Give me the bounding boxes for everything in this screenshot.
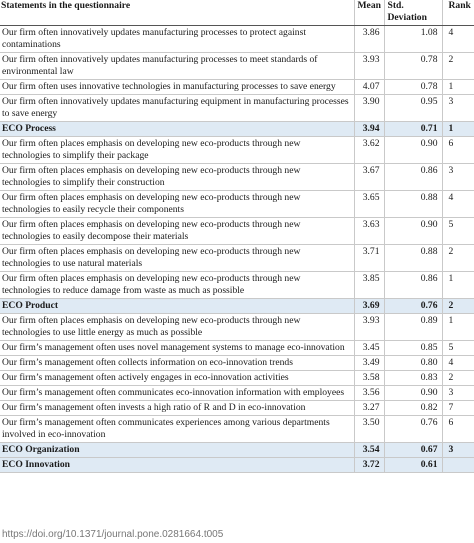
rank-cell: 6 [442, 137, 474, 164]
std-deviation-cell: 0.90 [384, 137, 442, 164]
rank-cell: 1 [442, 272, 474, 299]
mean-cell: 3.65 [354, 191, 384, 218]
mean-cell: 3.63 [354, 218, 384, 245]
std-deviation-cell: 0.86 [384, 164, 442, 191]
table-row [0, 386, 474, 401]
mean-cell: 3.45 [354, 341, 384, 356]
table-row [0, 356, 474, 371]
mean-cell: 3.58 [354, 371, 384, 386]
rank-cell: 4 [442, 26, 474, 53]
statement-cell: Our firm often places emphasis on developing new eco-products through new technologies to use natural materials [0, 245, 354, 272]
statement-cell: Our firm’s management often communicates experiences among various departments involved in eco-innovation [0, 416, 354, 443]
rank-cell: 2 [442, 245, 474, 272]
mean-cell: 3.72 [354, 458, 384, 473]
statement-cell: Our firm often places emphasis on developing new eco-products through new technologies to use little energy as much as possible [0, 314, 354, 341]
statement-cell: Our firm often places emphasis on developing new eco-products through new technologies to easily decompose their materials [0, 218, 354, 245]
mean-cell: 3.86 [354, 26, 384, 53]
std-deviation-cell: 0.78 [384, 80, 442, 95]
statement-cell: Our firm often places emphasis on developing new eco-products through new technologies to simplify their construction [0, 164, 354, 191]
std-deviation-cell: 0.82 [384, 401, 442, 416]
std-deviation-cell: 0.88 [384, 191, 442, 218]
std-deviation-cell: 0.90 [384, 386, 442, 401]
mean-cell: 3.27 [354, 401, 384, 416]
std-deviation-cell: 0.76 [384, 299, 442, 314]
std-deviation-cell: 1.08 [384, 26, 442, 53]
header-std-deviation: Std. Deviation [384, 0, 442, 26]
mean-cell: 3.69 [354, 299, 384, 314]
rank-cell: 3 [442, 164, 474, 191]
rank-cell: 2 [442, 371, 474, 386]
mean-cell: 3.67 [354, 164, 384, 191]
statement-cell: ECO Product [0, 299, 354, 314]
table-row [0, 314, 474, 341]
statement-cell: Our firm often places emphasis on developing new eco-products through new technologies to reduce damage from waste as much as possible [0, 272, 354, 299]
rank-cell: 5 [442, 218, 474, 245]
summary-row [0, 299, 474, 314]
rank-cell: 7 [442, 401, 474, 416]
mean-cell: 3.54 [354, 443, 384, 458]
std-deviation-cell: 0.67 [384, 443, 442, 458]
rank-cell: 3 [442, 95, 474, 122]
statement-cell: Our firm often uses innovative technologies in manufacturing processes to save energy [0, 80, 354, 95]
rank-cell: 6 [442, 416, 474, 443]
std-deviation-cell: 0.78 [384, 53, 442, 80]
std-deviation-cell: 0.83 [384, 371, 442, 386]
mean-cell: 3.90 [354, 95, 384, 122]
std-deviation-cell: 0.85 [384, 341, 442, 356]
mean-cell: 3.50 [354, 416, 384, 443]
statement-cell: Our firm often places emphasis on developing new eco-products through new technologies to easily recycle their components [0, 191, 354, 218]
std-deviation-cell: 0.71 [384, 122, 442, 137]
rank-cell: 1 [442, 314, 474, 341]
table-row [0, 80, 474, 95]
statement-cell: Our firm’s management often communicates eco-innovation information with employees [0, 386, 354, 401]
rank-cell: 2 [442, 53, 474, 80]
table-header-row [0, 0, 474, 26]
table-row [0, 272, 474, 299]
mean-cell: 3.93 [354, 53, 384, 80]
table-row [0, 26, 474, 53]
mean-cell: 3.93 [354, 314, 384, 341]
rank-cell: 1 [442, 80, 474, 95]
std-deviation-cell: 0.86 [384, 272, 442, 299]
table-row [0, 341, 474, 356]
table-row [0, 164, 474, 191]
statement-cell: Our firm often innovatively updates manufacturing processes to protect against contaminations [0, 26, 354, 53]
statement-cell: Our firm often innovatively updates manufacturing equipment in manufacturing processes to save energy [0, 95, 354, 122]
rank-cell: 2 [442, 299, 474, 314]
table-body [0, 26, 474, 473]
std-deviation-cell: 0.88 [384, 245, 442, 272]
rank-cell: 4 [442, 356, 474, 371]
std-deviation-cell: 0.90 [384, 218, 442, 245]
std-deviation-cell: 0.80 [384, 356, 442, 371]
table-row [0, 218, 474, 245]
header-rank: Rank [442, 0, 474, 26]
table-row [0, 137, 474, 164]
header-mean: Mean [354, 0, 384, 26]
statement-cell: ECO Organization [0, 443, 354, 458]
rank-cell: 3 [442, 443, 474, 458]
table-row [0, 416, 474, 443]
mean-cell: 3.85 [354, 272, 384, 299]
mean-cell: 3.94 [354, 122, 384, 137]
statement-cell: Our firm often places emphasis on developing new eco-products through new technologies to simplify their package [0, 137, 354, 164]
statement-cell: ECO Innovation [0, 458, 354, 473]
summary-row [0, 443, 474, 458]
rank-cell: 1 [442, 122, 474, 137]
table-row [0, 371, 474, 386]
mean-cell: 3.62 [354, 137, 384, 164]
statement-cell: Our firm’s management often invests a high ratio of R and D in eco-innovation [0, 401, 354, 416]
mean-cell: 3.71 [354, 245, 384, 272]
table-row [0, 245, 474, 272]
statement-cell: Our firm’s management often uses novel management systems to manage eco-innovation [0, 341, 354, 356]
mean-cell: 3.56 [354, 386, 384, 401]
std-deviation-cell: 0.61 [384, 458, 442, 473]
rank-cell: 4 [442, 191, 474, 218]
mean-cell: 4.07 [354, 80, 384, 95]
statement-cell: Our firm’s management often actively engages in eco-innovation activities [0, 371, 354, 386]
table-row [0, 401, 474, 416]
std-deviation-cell: 0.89 [384, 314, 442, 341]
header-statement: Statements in the questionnaire [0, 0, 354, 26]
std-deviation-cell: 0.95 [384, 95, 442, 122]
rank-cell: 5 [442, 341, 474, 356]
rank-cell [442, 458, 474, 473]
rank-cell: 3 [442, 386, 474, 401]
std-deviation-cell: 0.76 [384, 416, 442, 443]
statement-cell: ECO Process [0, 122, 354, 137]
statement-cell: Our firm’s management often collects information on eco-innovation trends [0, 356, 354, 371]
statement-cell: Our firm often innovatively updates manufacturing processes to meet standards of environmental law [0, 53, 354, 80]
summary-row [0, 458, 474, 473]
summary-row [0, 122, 474, 137]
mean-cell: 3.49 [354, 356, 384, 371]
table-row [0, 95, 474, 122]
table-row [0, 191, 474, 218]
table-row [0, 53, 474, 80]
doi-footer: https://doi.org/10.1371/journal.pone.0281664.t005 [0, 527, 474, 543]
